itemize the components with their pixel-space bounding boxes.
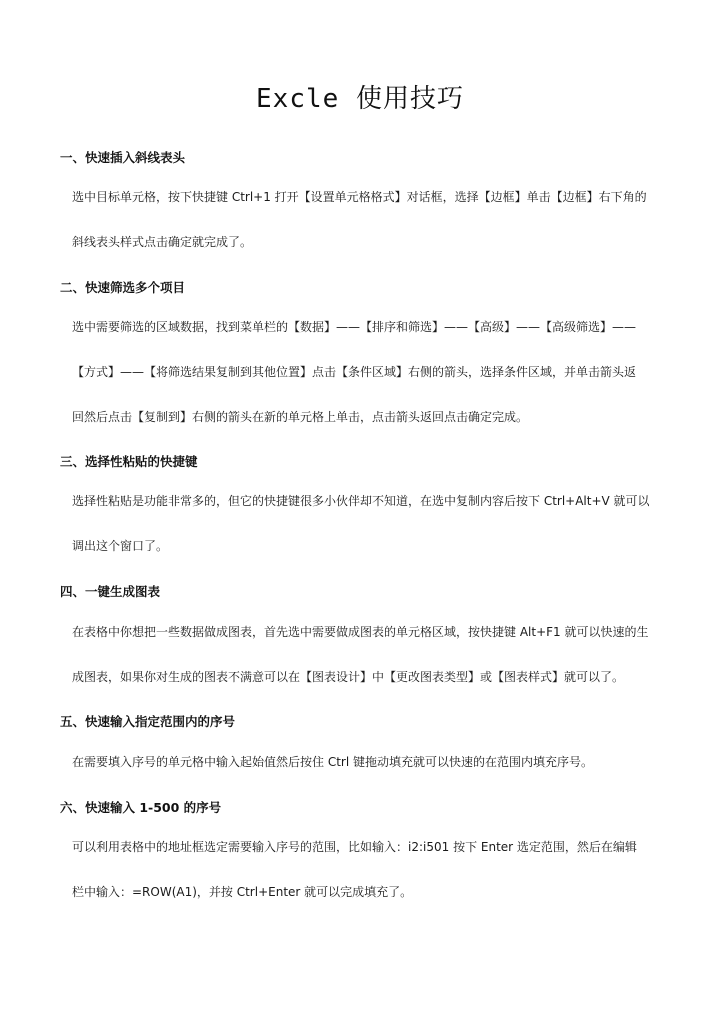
section-heading-1: 一、快速插入斜线表头 (60, 150, 186, 165)
section-paragraph-6 (72, 825, 672, 915)
paragraph-line: 回然后点击【复制到】右侧的箭头在新的单元格上单击，点击箭头返回点击确定完成。 (72, 410, 529, 424)
section-heading-3: 三、选择性粘贴的快捷键 (60, 454, 198, 469)
section-paragraph-2 (72, 305, 672, 440)
paragraph-line: 可以利用表格中的地址框选定需要输入序号的范围，比如输入：i2:i501 按下 Enter 选定范围，然后在编辑 (72, 840, 637, 854)
section-heading-6: 六、快速输入 1-500 的序号 (60, 800, 222, 815)
section-heading-2: 二、快速筛选多个项目 (60, 280, 186, 295)
paragraph-line: 栏中输入：=ROW(A1)，并按 Ctrl+Enter 就可以完成填充了。 (72, 885, 413, 899)
section-heading-4: 四、一键生成图表 (60, 584, 161, 599)
paragraph-line: 【方式】——【将筛选结果复制到其他位置】点击【条件区域】右侧的箭头，选择条件区域，并单击箭头返 (72, 365, 637, 379)
paragraph-line: 成图表，如果你对生成的图表不满意可以在【图表设计】中【更改图表类型】或【图表样式】就可以了。 (72, 670, 625, 684)
paragraph-line: 斜线表头样式点击确定就完成了。 (72, 235, 253, 249)
section-paragraph-5 (72, 740, 672, 785)
paragraph-line: 调出这个窗口了。 (72, 539, 169, 553)
section-paragraph-1 (72, 175, 672, 265)
section-paragraph-4 (72, 610, 672, 700)
paragraph-line: 选择性粘贴是功能非常多的，但它的快捷键很多小伙伴却不知道，在选中复制内容后按下 Ctrl+Alt+V 就可以 (72, 494, 650, 508)
paragraph-line: 在需要填入序号的单元格中输入起始值然后按住 Ctrl 键拖动填充就可以快速的在范围内填充序号。 (72, 755, 593, 769)
section-heading-5: 五、快速输入指定范围内的序号 (60, 714, 236, 729)
paragraph-line: 选中需要筛选的区域数据，找到菜单栏的【数据】——【排序和筛选】——【高级】——【高级筛选】—— (72, 320, 637, 334)
document-title: Excle 使用技巧 (256, 84, 464, 114)
section-paragraph-3 (72, 479, 672, 569)
paragraph-line: 在表格中你想把一些数据做成图表，首先选中需要做成图表的单元格区域，按快捷键 Alt+F1 就可以快速的生 (72, 625, 649, 639)
paragraph-line: 选中目标单元格，按下快捷键 Ctrl+1 打开【设置单元格格式】对话框，选择【边框】单击【边框】右下角的 (72, 190, 647, 204)
